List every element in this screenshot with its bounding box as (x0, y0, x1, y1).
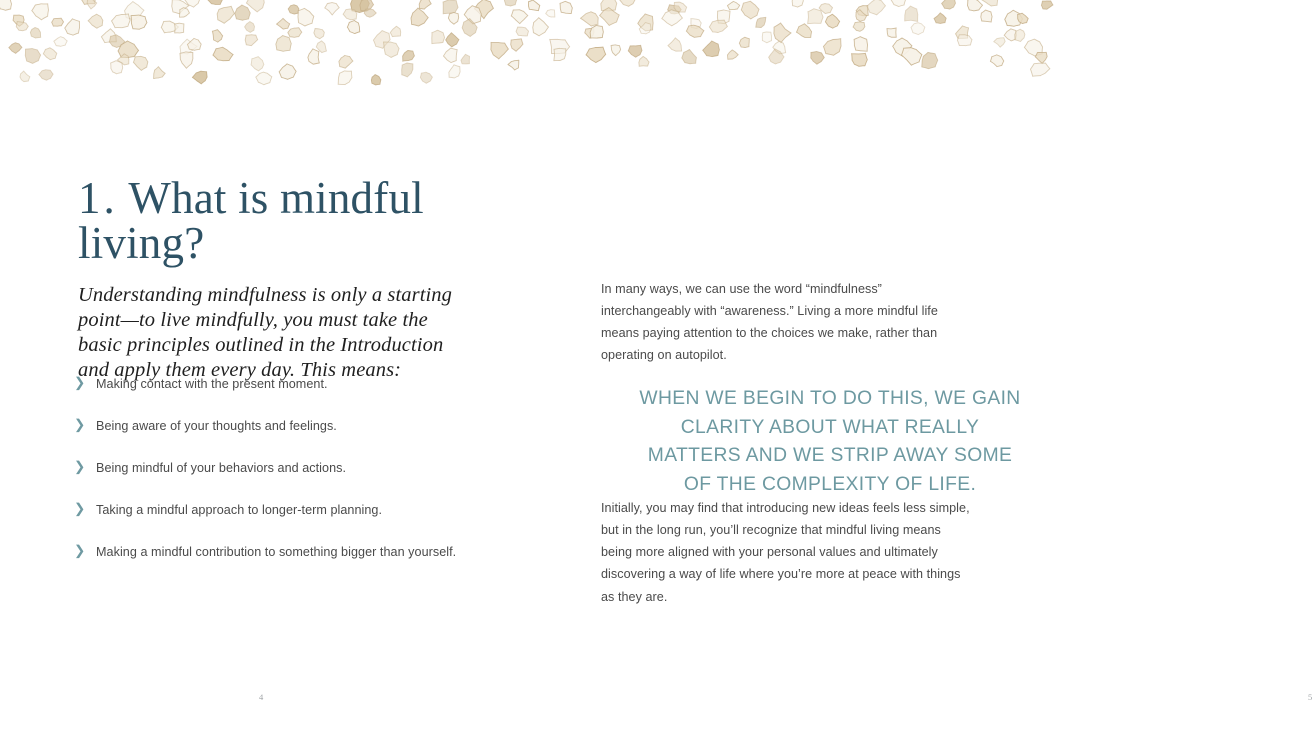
list-item (74, 542, 464, 564)
list-item (74, 500, 464, 522)
list-item-label: Making contact with the present moment. (96, 377, 328, 391)
body-paragraph-one: In many ways, we can use the word “mindfulness” interchangeably with “awareness.” Living a more mindful life means paying attention to the choices we make, rather than operating on autopilot. (601, 281, 938, 363)
body-paragraph-two: Initially, you may find that introducing new ideas feels less simple, but in the long run, you’ll recognize that mindful living means being more aligned with your personal values and ultimately discovering a way of life where you’re more at peace with things as they are. (601, 500, 970, 604)
page-title (78, 173, 458, 269)
page-number-right: 5 (1308, 692, 1313, 702)
intro-paragraph: Understanding mindfulness is only a starting point—to live mindfully, you must take the basic principles outlined in the Introduction and apply them every day. This means: (78, 283, 452, 381)
list-item-label: Being mindful of your behaviors and actions. (96, 461, 347, 475)
list-item (74, 374, 464, 396)
chevron-right-icon: ❯ (74, 417, 86, 433)
pull-quote: WHEN WE BEGIN TO DO THIS, WE GAIN CLARITY ABOUT WHAT REALLY MATTERS AND WE STRIP AWAY SOME OF THE COMPLEXITY OF LIFE. (639, 388, 1021, 495)
list-item (74, 416, 464, 438)
page-right (525, 0, 1313, 736)
list-item-label: Making a mindful contribution to something bigger than yourself. (96, 545, 457, 559)
list-item-label: Taking a mindful approach to longer-term planning. (96, 503, 383, 517)
list-item-label: Being aware of your thoughts and feelings. (96, 419, 337, 433)
list-item (74, 458, 464, 480)
page-left (0, 0, 525, 736)
chapter-number: 1. (78, 173, 118, 224)
principles-list (74, 374, 464, 584)
page-number-left: 4 (259, 692, 264, 702)
chevron-right-icon: ❯ (74, 501, 86, 517)
chevron-right-icon: ❯ (74, 375, 86, 391)
chevron-right-icon: ❯ (74, 459, 86, 475)
chevron-right-icon: ❯ (74, 543, 86, 559)
chapter-title-text: What is mindful living? (78, 173, 424, 269)
